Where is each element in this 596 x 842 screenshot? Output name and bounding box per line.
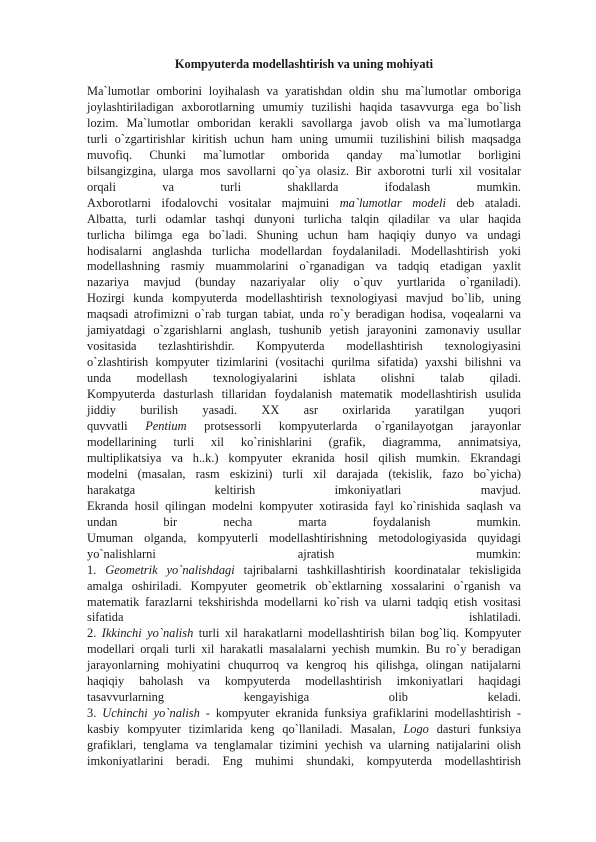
- body-line: unda modellash texnologiyalarini ishlata olishni talab qiladi.: [87, 371, 521, 386]
- body-line: lozim. Ma`lumotlar omboridan kerakli savollarga javob olish va ma`lumotlarga: [87, 115, 521, 130]
- body-line: turli o`zgartirishlar kiritish uchun ham uning umumii tuzilishini bilish maqsadga: [87, 131, 521, 146]
- body-line: modelni (masalan, rasm eskizini) turli xil darajada (tekislik, fazo bo`yicha): [87, 466, 521, 481]
- body-line: matematik farazlarni tekshirishda modellarni ko`rish va ularni tadqiq etish vositasi: [87, 594, 521, 609]
- body-line: tasavvurlarning kengayishiga olib keladi.: [87, 690, 521, 705]
- body-line: sifatida ishlatiladi.: [87, 610, 521, 625]
- italic-term: ma`lumotlar modeli: [339, 195, 446, 210]
- body-line: muvofiq. Chunki ma`lumotlar omborida qanday ma`lumotlar borligini: [87, 147, 521, 162]
- body-line: o`zlashtirish kompyuter tizimlarini (vositachi qurilma sifatida) yaxshi bilishni va: [87, 355, 521, 370]
- document-title: Kompyuterda modellashtirish va uning mohiyati: [174, 57, 434, 71]
- document-body: [87, 84, 521, 770]
- body-line: maqsadi atrofimizni o`rab turgan tabiat, unda ro`y beradigan hodisa, voqealarni va: [87, 307, 521, 322]
- body-line: jiddiy burilish yasadi. XX asr oxirlarida yaratilgan yuqori: [87, 403, 521, 418]
- body-line: quvvatli Pentium protsessorli kompyuterlarda o`rganilayotgan jarayonlar: [87, 419, 521, 434]
- body-line: Hozirgi kunda kompyuterda modellashtirish texnologiyasi mavjud bo`lib, uning: [87, 291, 521, 306]
- body-line: 3. Uchinchi yo`nalish - kompyuter ekranida funksiya grafiklarini modellashtirish -: [87, 706, 522, 721]
- italic-term: Geometrik yo`nalishdagi: [105, 562, 235, 577]
- body-line: jamiyatdagi o`zgarishlarni anglash, tushunib yetish jarayonini zamonaviy usullar: [87, 323, 521, 338]
- body-line: kasbiy kompyuter tizimlarida keng qo`llaniladi. Masalan, Logo dasturi funksiya: [87, 722, 521, 737]
- body-line: nazariya mavjud (bunday nazariyalar oliy o`quv yurtlarida o`rganiladi).: [87, 275, 521, 290]
- document-page: [87, 56, 521, 770]
- body-line: imkoniyatlarini beradi. Eng muhimi shundaki, kompyuterda modellashtirish: [87, 754, 521, 769]
- italic-term: Pentium: [145, 419, 187, 434]
- body-line: hodisalarni anglashda turlicha modellardan foydalaniladi. Modellashtirish yoki: [87, 243, 521, 258]
- body-line: modellarining turli xil ko`rinishlarini (grafik, diagramma, annimatsiya,: [87, 434, 521, 449]
- body-line: Umuman olganda, kompyuterli modellashtirishning metodologiyasida quyidagi: [87, 530, 521, 545]
- italic-term: Ikkinchi yo`nalish: [101, 626, 194, 641]
- body-line: 2. Ikkinchi yo`nalish turli xil harakatlarni modellashtirish bilan bog`liq. Kompyuter: [87, 626, 521, 641]
- body-line: Kompyuterda dasturlash tillaridan foydalanish matematik modellashtirish usulida: [87, 387, 521, 402]
- body-line: yo`nalishlarni ajratish mumkin:: [87, 546, 521, 561]
- body-line: 1. Geometrik yo`nalishdagi tajribalarni tashkillashtirish koordinatalar tekisligida: [87, 562, 522, 577]
- body-line: harakatga keltirish imkoniyatlari mavjud.: [87, 482, 521, 497]
- italic-term: Uchinchi yo`nalish: [102, 706, 200, 721]
- body-line: Albatta, turli odamlar tashqi dunyoni turlicha talqin qiladilar va ular haqida: [87, 211, 521, 226]
- body-line: Ma`lumotlar omborini loyihalash va yaratishdan oldin shu ma`lumotlar omboriga: [87, 84, 521, 98]
- body-line: amalga oshiriladi. Kompyuter geometrik ob`ektlarning xossalarini o`rganish va: [87, 578, 521, 593]
- body-line: grafiklari, tenglama va tenglamalar tizimini yechish va ularning natijalarini olish: [87, 738, 521, 753]
- body-line: multiplikatsiya va h..k.) kompyuter ekranida hosil qilish mumkin. Ekrandagi: [87, 450, 521, 465]
- body-line: modellari orqali turli xil harakatli masalalarni yechish mumkin. Bu ro`y beradigan: [87, 642, 521, 657]
- body-line: modellashning rasmiy muammolarini o`rganadigan va tadqiq etadigan yaxlit: [87, 259, 521, 274]
- body-line: orqali va turli shakllarda ifodalash mumkin.: [87, 179, 521, 194]
- body-line: turlicha bilimga ega bo`ladi. Shuning uchun ham haqiqiy dunyo va undagi: [87, 227, 521, 242]
- body-line: undan bir necha marta foydalanish mumkin.: [87, 514, 521, 529]
- body-line: bilsangizgina, ularga mos savollarni qo`ya olasiz. Bir axborotni turli xil vositalar: [87, 163, 521, 178]
- body-line: jarayonlarning mohiyatini chuqurroq va kengroq his qilishga, olingan natijalarni: [87, 658, 521, 673]
- italic-term: Logo: [403, 722, 429, 737]
- body-line: Ekranda hosil qilingan modelni kompyuter xotirasida fayl ko`rinishida saqlash va: [87, 498, 521, 513]
- body-line: joylashtiriladigan axborotlarning umumiy tuzilishi haqida tasavvurga ega bo`lish: [87, 99, 521, 114]
- body-line: haqiqiy baholash va kompyuterda modellashtirish imkoniyatlari haqidagi: [87, 674, 521, 689]
- body-line: vositasida tezlashtirishdir. Kompyuterda modellashtirish texnologiyasini: [87, 339, 521, 354]
- body-line: Axborotlarni ifodalovchi vositalar majmuini ma`lumotlar modeli deb ataladi.: [87, 195, 522, 210]
